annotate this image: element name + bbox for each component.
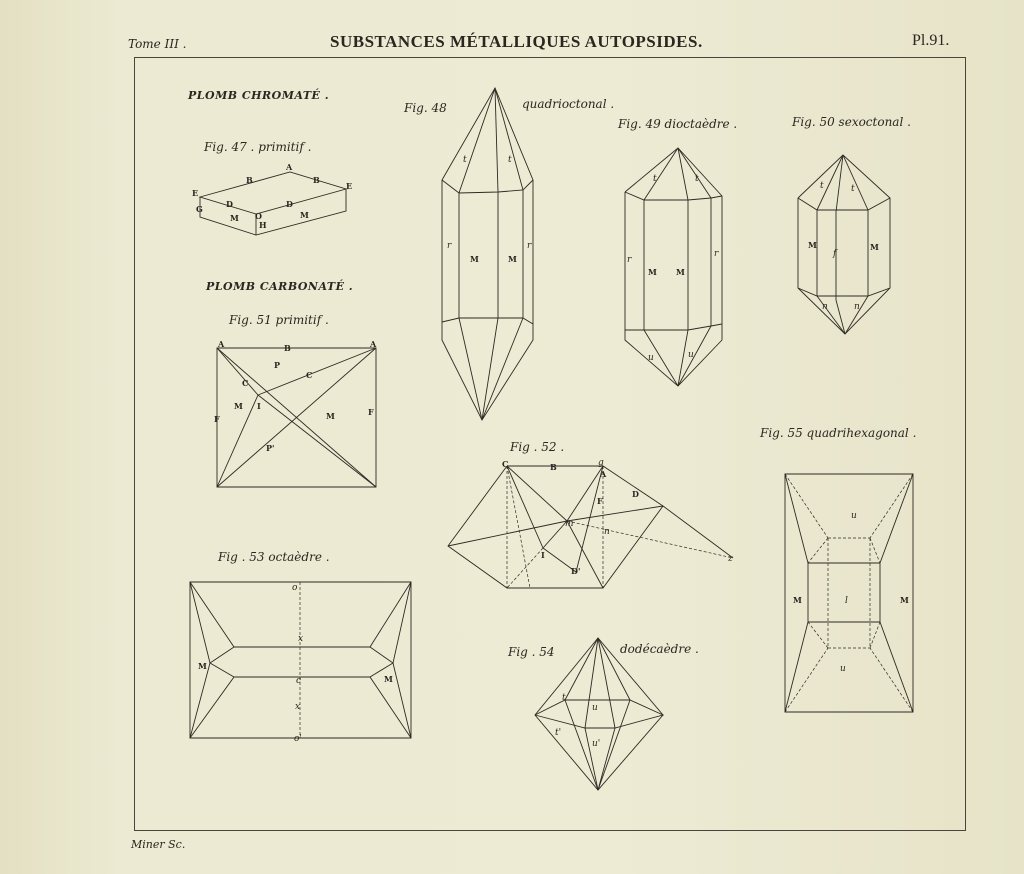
fig51-label-c2: C: [242, 378, 249, 388]
fig47-label-d2: D: [286, 199, 293, 209]
caption-fig-55: Fig. 55 quadrihexagonal .: [760, 426, 917, 440]
fig49-label-m: M: [648, 267, 657, 277]
fig54-label-u-prime: u': [592, 739, 601, 749]
fig52-label-d: D: [632, 489, 639, 499]
tome-label: Tome III .: [128, 37, 187, 51]
figure-49: [617, 117, 737, 386]
caption-fig-49: Fig. 49 dioctaèdre .: [618, 117, 738, 131]
fig52-label-z: z: [728, 554, 733, 564]
fig47-top-face: [200, 172, 346, 214]
fig47-label-h: H: [259, 220, 267, 230]
fig53-label-o-prime: o': [294, 734, 302, 744]
fig47-label-b2: B: [313, 175, 320, 185]
fig49-label-r: r: [627, 255, 632, 265]
fig51-label-m2: M: [326, 411, 335, 421]
fig52-label-m: m: [565, 519, 574, 529]
fig53-label-x: x: [298, 634, 304, 644]
fig50-label-n2: n: [854, 302, 860, 312]
fig53-label-c: c: [296, 676, 302, 686]
engraver-signature: Miner Sc.: [131, 838, 186, 851]
figure-47: [192, 140, 352, 235]
figure-48: [403, 88, 614, 420]
figure-53: [190, 550, 411, 744]
fig47-label-d: D: [226, 199, 233, 209]
fig52-label-a: A: [600, 469, 607, 479]
fig51-label-i: I: [257, 401, 261, 411]
fig50-label-t: t: [820, 181, 824, 191]
fig55-label-u2: u: [840, 664, 846, 674]
fig52-label-g: g: [598, 458, 604, 468]
fig47-label-o: O: [255, 211, 262, 221]
fig47-label-a: A: [286, 162, 293, 172]
fig51-label-m: M: [234, 401, 243, 411]
fig48-label-r2: r: [527, 241, 532, 251]
figure-52: [448, 440, 733, 588]
fig49-label-t: t: [653, 174, 657, 184]
fig50-label-f: f: [833, 249, 837, 259]
fig51-label-a2: A: [370, 339, 377, 349]
fig51-label-b: B: [284, 343, 291, 353]
caption-fig-48: Fig. 48: [404, 101, 447, 115]
figure-55: [759, 426, 916, 712]
caption-fig-48-name: quadrioctonal .: [522, 97, 615, 111]
fig49-label-u2: u: [688, 350, 694, 360]
fig47-label-e2: E: [346, 181, 353, 191]
fig47-label-b: B: [246, 175, 253, 185]
fig55-label-m2: M: [900, 595, 909, 605]
fig48-label-r: r: [447, 241, 452, 251]
fig47-label-g: G: [196, 204, 203, 214]
fig51-label-f: F: [214, 414, 220, 424]
fig54-label-u: u: [592, 703, 598, 713]
caption-fig-51: Fig. 51 primitif .: [229, 313, 329, 327]
fig48-label-m: M: [470, 254, 479, 264]
caption-fig-52: Fig . 52 .: [510, 440, 565, 454]
caption-fig-53: Fig . 53 octaèdre .: [218, 550, 330, 564]
fig52-label-f: F: [597, 496, 603, 506]
fig54-label-t-prime: t': [555, 728, 562, 738]
fig54-label-t: t: [562, 693, 566, 703]
plate-number: Pl.91.: [912, 32, 950, 49]
figure-51: [214, 313, 377, 487]
fig50-label-m: M: [808, 240, 817, 250]
fig51-label-p: P: [274, 360, 281, 370]
fig52-label-b: B: [550, 462, 557, 472]
caption-fig-47: Fig. 47 . primitif .: [204, 140, 312, 154]
fig49-label-u: u: [648, 353, 654, 363]
fig51-label-p-prime: P': [266, 443, 275, 453]
fig52-label-n: n: [604, 527, 610, 537]
fig49-label-r2: r: [714, 249, 719, 259]
fig55-label-m: M: [793, 595, 802, 605]
heading-plomb-carbonate: PLOMB CARBONATÉ .: [206, 280, 354, 293]
figure-50: [791, 115, 911, 334]
fig52-label-c: C: [502, 459, 509, 469]
fig53-label-x2: x: [295, 702, 301, 712]
fig47-label-m: M: [230, 213, 239, 223]
fig50-label-t2: t: [851, 184, 855, 194]
fig52-label-i: I: [541, 550, 545, 560]
caption-fig-54: Fig . 54: [508, 645, 555, 659]
fig55-label-u: u: [851, 511, 857, 521]
fig48-label-m2: M: [508, 254, 517, 264]
fig51-label-f2: F: [368, 407, 374, 417]
fig47-label-e: E: [192, 188, 199, 198]
fig50-label-n: n: [822, 302, 828, 312]
fig55-label-l: l: [845, 596, 848, 606]
fig52-label-d-prime: D': [571, 566, 581, 576]
fig51-label-c: C: [306, 370, 313, 380]
fig53-label-m: M: [198, 661, 207, 671]
fig53-label-m2: M: [384, 674, 393, 684]
fig48-label-t2: t: [508, 155, 512, 165]
fig49-label-m2: M: [676, 267, 685, 277]
caption-fig-54-name: dodécaèdre .: [620, 642, 699, 656]
fig53-label-o: o: [292, 583, 298, 593]
plate-title: SUBSTANCES MÉTALLIQUES AUTOPSIDES.: [330, 32, 703, 51]
heading-plomb-chromate: PLOMB CHROMATÉ .: [188, 89, 330, 102]
figure-54: [507, 638, 699, 790]
fig51-label-a: A: [218, 339, 225, 349]
fig48-label-t: t: [463, 155, 467, 165]
fig49-label-t2: t: [695, 174, 699, 184]
caption-fig-50: Fig. 50 sexoctonal .: [792, 115, 911, 129]
fig47-label-m2: M: [300, 210, 309, 220]
fig50-label-m2: M: [870, 242, 879, 252]
